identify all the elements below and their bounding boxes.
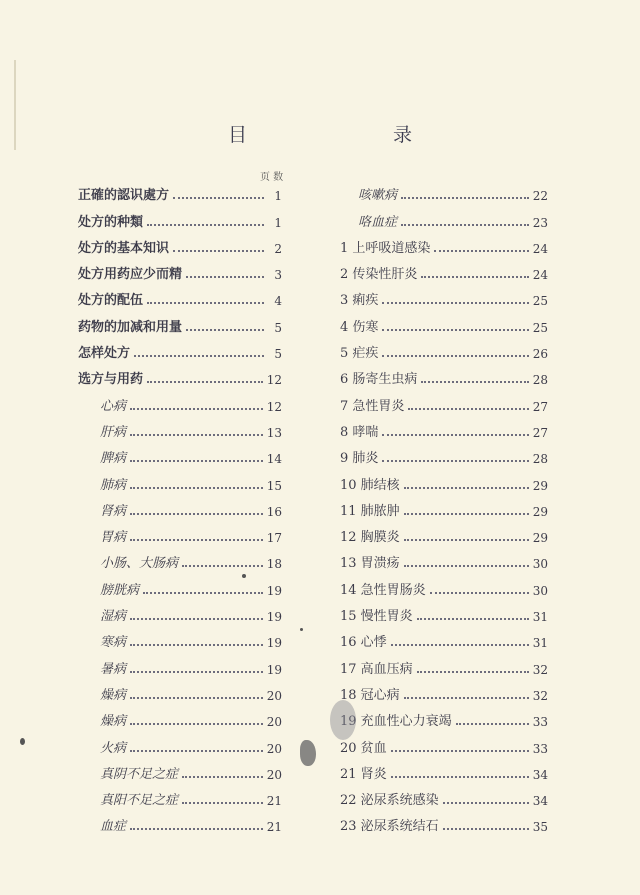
toc-entry-label: 11 肺脓肿 xyxy=(340,503,400,519)
toc-entry-label: 药物的加减和用量 xyxy=(78,319,183,335)
ink-dot xyxy=(20,738,25,745)
toc-entry xyxy=(78,360,282,386)
toc-entry-label: 处方的基本知识 xyxy=(78,240,170,256)
toc-entry-page: 25 xyxy=(532,294,548,309)
dot-leader xyxy=(182,776,263,778)
toc-entry xyxy=(78,334,282,360)
toc-entry-page: 27 xyxy=(532,399,548,414)
page-number-header: 页 数 xyxy=(260,172,284,183)
toc-entry-page: 1 xyxy=(274,189,282,204)
toc-entry-label: 8 哮喘 xyxy=(340,424,379,440)
dot-leader xyxy=(130,697,263,699)
toc-entry xyxy=(78,439,282,465)
dot-leader xyxy=(130,487,263,489)
toc-entry-page: 35 xyxy=(532,820,548,835)
toc-entry-label: 23 泌尿系统结石 xyxy=(340,819,439,835)
toc-entry-label: 真阴不足之症 xyxy=(100,766,179,782)
dot-leader xyxy=(382,302,528,304)
toc-entry xyxy=(78,386,282,412)
dot-leader xyxy=(130,513,263,515)
toc-entry-page: 26 xyxy=(532,347,548,362)
toc-entry-page: 19 xyxy=(266,610,282,625)
toc-entry xyxy=(78,255,282,281)
toc-entry-page: 17 xyxy=(266,531,282,546)
toc-entry-page: 24 xyxy=(532,241,548,256)
toc-entry-label: 火病 xyxy=(100,740,127,756)
toc-entry-label: 18 冠心病 xyxy=(340,687,400,703)
dot-leader xyxy=(382,460,528,462)
toc-entry-page: 22 xyxy=(532,189,548,204)
toc-entry-label: 咳嗽病 xyxy=(358,188,398,204)
toc-entry-label: 13 胃溃疡 xyxy=(340,556,400,572)
toc-entry-page: 33 xyxy=(532,741,548,756)
dot-leader xyxy=(130,539,263,541)
toc-entry-page: 32 xyxy=(532,688,548,703)
toc-entry xyxy=(340,176,548,202)
toc-entry-page: 16 xyxy=(266,504,282,519)
dot-leader xyxy=(404,513,529,515)
dot-leader xyxy=(130,671,263,673)
toc-entry-label: 4 伤寒 xyxy=(340,319,379,335)
toc-entry-page: 14 xyxy=(266,452,282,467)
toc-entry-label: 处方用药应少而精 xyxy=(78,267,183,283)
dot-leader xyxy=(130,460,263,462)
toc-entry-label: 12 胸膜炎 xyxy=(340,530,400,546)
toc-entry xyxy=(340,255,548,281)
toc-entry xyxy=(78,676,282,702)
toc-entry-page: 29 xyxy=(532,478,548,493)
dot-leader xyxy=(401,197,529,199)
ink-dot xyxy=(242,574,246,578)
toc-entry xyxy=(78,597,282,623)
toc-entry-page: 24 xyxy=(532,268,548,283)
dot-leader xyxy=(147,381,263,383)
toc-entry-page: 20 xyxy=(266,767,282,782)
toc-entry-label: 选方与用药 xyxy=(78,372,144,388)
toc-entry-page: 20 xyxy=(266,688,282,703)
toc-entry-page: 20 xyxy=(266,715,282,730)
toc-entry-label: 肝病 xyxy=(100,424,127,440)
toc-entry xyxy=(78,465,282,491)
toc-entry xyxy=(78,176,282,202)
toc-entry-page: 1 xyxy=(274,215,282,230)
toc-entry-page: 30 xyxy=(532,557,548,572)
toc-entry-label: 22 泌尿系统感染 xyxy=(340,793,439,809)
dot-leader xyxy=(430,592,529,594)
toc-entry xyxy=(340,702,548,728)
toc-entry-label: 9 肺炎 xyxy=(340,451,379,467)
toc-entry-page: 4 xyxy=(274,294,282,309)
toc-entry xyxy=(78,413,282,439)
toc-entry-label: 湿病 xyxy=(100,609,127,625)
toc-entry-label: 14 急性胃肠炎 xyxy=(340,582,426,598)
toc-entry xyxy=(340,202,548,228)
toc-entry-page: 28 xyxy=(532,373,548,388)
toc-entry-page: 31 xyxy=(532,636,548,651)
toc-entry-label: 1 上呼吸道感染 xyxy=(340,240,431,256)
toc-entry-label: 肾病 xyxy=(100,503,127,519)
toc-entry xyxy=(78,492,282,518)
dot-leader xyxy=(456,723,529,725)
toc-entry-page: 31 xyxy=(532,610,548,625)
toc-entry xyxy=(340,597,548,623)
dot-leader xyxy=(130,434,263,436)
toc-entry xyxy=(78,728,282,754)
toc-entry-label: 17 高血压病 xyxy=(340,661,413,677)
toc-entry xyxy=(78,229,282,255)
dot-leader xyxy=(130,750,263,752)
dot-leader xyxy=(186,276,264,278)
toc-entry-page: 15 xyxy=(266,478,282,493)
toc-entry xyxy=(340,728,548,754)
toc-entry-page: 19 xyxy=(266,662,282,677)
toc-entry-page: 34 xyxy=(532,794,548,809)
toc-entry-label: 心病 xyxy=(100,398,127,414)
toc-entry-label: 16 心悸 xyxy=(340,635,387,651)
toc-entry-page: 33 xyxy=(532,715,548,730)
dot-leader xyxy=(408,408,528,410)
dot-leader xyxy=(391,750,529,752)
ink-stain xyxy=(330,700,356,740)
toc-entry-label: 3 痢疾 xyxy=(340,293,379,309)
toc-entry xyxy=(78,307,282,333)
toc-entry-page: 19 xyxy=(266,583,282,598)
dot-leader xyxy=(130,723,263,725)
dot-leader xyxy=(404,697,529,699)
ink-dot xyxy=(300,628,303,631)
toc-entry-label: 真阳不足之症 xyxy=(100,793,179,809)
toc-entry-label: 膀胱病 xyxy=(100,582,140,598)
toc-entry-page: 3 xyxy=(274,268,282,283)
toc-entry xyxy=(340,781,548,807)
toc-entry xyxy=(78,755,282,781)
toc-entry xyxy=(78,570,282,596)
toc-entry xyxy=(340,544,548,570)
toc-entry-label: 小肠、大肠病 xyxy=(100,556,179,572)
dot-leader xyxy=(182,802,263,804)
toc-entry xyxy=(340,334,548,360)
toc-entry-page: 32 xyxy=(532,662,548,677)
dot-leader xyxy=(173,250,264,252)
toc-entry xyxy=(340,676,548,702)
toc-entry-page: 12 xyxy=(266,373,282,388)
dot-leader xyxy=(391,776,529,778)
dot-leader xyxy=(382,329,528,331)
toc-entry-label: 寒病 xyxy=(100,635,127,651)
dot-leader xyxy=(404,487,529,489)
toc-entry-page: 5 xyxy=(274,347,282,362)
dot-leader xyxy=(130,644,263,646)
dot-leader xyxy=(404,565,529,567)
toc-entry xyxy=(340,360,548,386)
toc-entry xyxy=(340,439,548,465)
dot-leader xyxy=(443,828,529,830)
dot-leader xyxy=(130,618,263,620)
dot-leader xyxy=(421,381,528,383)
toc-entry-label: 咯血症 xyxy=(358,214,398,230)
toc-entry-page: 2 xyxy=(274,241,282,256)
toc-entry-label: 15 慢性胃炎 xyxy=(340,609,413,625)
toc-entry xyxy=(78,281,282,307)
toc-entry xyxy=(340,492,548,518)
toc-entry-label: 燥病 xyxy=(100,687,127,703)
toc-entry-page: 21 xyxy=(266,794,282,809)
toc-entry-label: 20 贫血 xyxy=(340,740,387,756)
toc-left-column xyxy=(78,176,282,833)
toc-entry xyxy=(78,623,282,649)
toc-entry-page: 29 xyxy=(532,504,548,519)
toc-entry-page: 29 xyxy=(532,531,548,546)
toc-entry-page: 23 xyxy=(532,215,548,230)
toc-entry xyxy=(78,807,282,833)
toc-entry-label: 10 肺结核 xyxy=(340,477,400,493)
dot-leader xyxy=(382,434,528,436)
toc-entry xyxy=(340,518,548,544)
dot-leader xyxy=(443,802,529,804)
toc-entry-label: 正確的認识處方 xyxy=(78,188,170,204)
toc-entry xyxy=(340,281,548,307)
dot-leader xyxy=(130,828,263,830)
toc-entry xyxy=(340,649,548,675)
dot-leader xyxy=(182,565,263,567)
dot-leader xyxy=(391,644,529,646)
dot-leader xyxy=(421,276,528,278)
toc-entry-label: 7 急性胃炎 xyxy=(340,398,405,414)
toc-entry-label: 19 充血性心力衰竭 xyxy=(340,714,452,730)
dot-leader xyxy=(134,355,264,357)
toc-entry-label: 怎样处方 xyxy=(78,346,131,362)
dot-leader xyxy=(147,302,264,304)
toc-entry-label: 暑病 xyxy=(100,661,127,677)
toc-entry-label: 2 传染性肝炎 xyxy=(340,267,418,283)
toc-entry xyxy=(340,413,548,439)
dot-leader xyxy=(434,250,528,252)
toc-entry xyxy=(78,202,282,228)
ink-blot xyxy=(300,740,316,766)
toc-entry-page: 20 xyxy=(266,741,282,756)
toc-entry-page: 34 xyxy=(532,767,548,782)
toc-entry xyxy=(340,570,548,596)
toc-entry-page: 28 xyxy=(532,452,548,467)
dot-leader xyxy=(404,539,529,541)
toc-entry-page: 30 xyxy=(532,583,548,598)
dot-leader xyxy=(130,408,263,410)
toc-entry xyxy=(340,623,548,649)
toc-entry xyxy=(340,307,548,333)
dot-leader xyxy=(417,618,529,620)
toc-entry-page: 21 xyxy=(266,820,282,835)
toc-entry-label: 21 肾炎 xyxy=(340,766,387,782)
toc-entry-page: 19 xyxy=(266,636,282,651)
dot-leader xyxy=(143,592,263,594)
toc-entry xyxy=(340,465,548,491)
toc-entry-label: 6 肠寄生虫病 xyxy=(340,372,418,388)
toc-right-column xyxy=(340,176,548,833)
dot-leader xyxy=(382,355,528,357)
toc-entry-page: 5 xyxy=(274,320,282,335)
toc-entry-label: 5 疟疾 xyxy=(340,346,379,362)
dot-leader xyxy=(173,197,264,199)
toc-entry xyxy=(340,755,548,781)
toc-entry-label: 燥病 xyxy=(100,714,127,730)
toc-entry-label: 胃病 xyxy=(100,530,127,546)
toc-entry xyxy=(78,702,282,728)
toc-entry-label: 肺病 xyxy=(100,477,127,493)
toc-entry-label: 处方的种類 xyxy=(78,214,144,230)
toc-entry xyxy=(78,544,282,570)
toc-entry-page: 25 xyxy=(532,320,548,335)
toc-entry-page: 18 xyxy=(266,557,282,572)
toc-entry xyxy=(78,781,282,807)
toc-entry-label: 脾病 xyxy=(100,451,127,467)
dot-leader xyxy=(186,329,264,331)
dot-leader xyxy=(401,224,529,226)
toc-entry-page: 27 xyxy=(532,425,548,440)
toc-entry xyxy=(340,807,548,833)
dot-leader xyxy=(417,671,529,673)
toc-entry-page: 12 xyxy=(266,399,282,414)
toc-entry xyxy=(78,649,282,675)
toc-entry xyxy=(340,386,548,412)
toc-entry-page: 13 xyxy=(266,425,282,440)
toc-entry xyxy=(340,229,548,255)
toc-entry-label: 处方的配伍 xyxy=(78,293,144,309)
toc-entry xyxy=(78,518,282,544)
toc-entry-label: 血症 xyxy=(100,819,127,835)
dot-leader xyxy=(147,224,264,226)
page-title: 目 录 xyxy=(227,124,483,146)
